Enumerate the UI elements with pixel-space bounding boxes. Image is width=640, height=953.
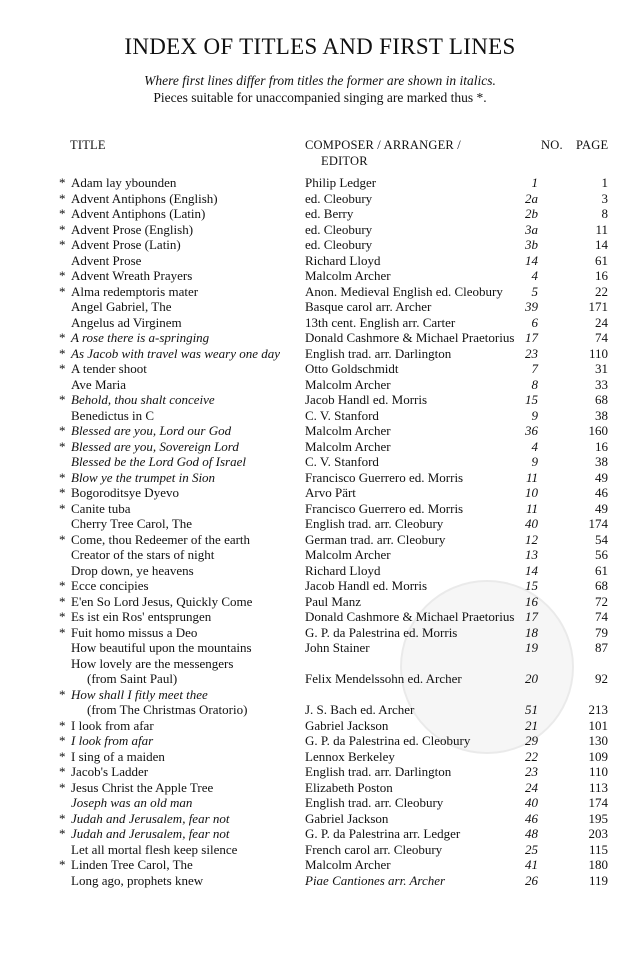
entry-page: 24: [595, 314, 608, 330]
entry-composer: English trad. arr. Darlington: [305, 345, 452, 361]
entry-title: Alma redemptoris mater: [71, 283, 199, 299]
entry-title: I look from afar: [71, 717, 154, 733]
entry-number: 39: [525, 299, 538, 314]
entry-title: I sing of a maiden: [71, 748, 165, 764]
index-row: [0, 222, 640, 238]
entry-title: A tender shoot: [71, 361, 147, 376]
index-row: [0, 191, 640, 207]
entry-title: Blessed are you, Sovereign Lord: [71, 438, 239, 454]
entry-title: I look from afar: [71, 733, 154, 748]
unaccompanied-marker: *: [59, 810, 66, 826]
entry-page: 72: [595, 593, 608, 609]
entry-number: 2a: [525, 190, 538, 206]
index-row: [0, 392, 640, 408]
entry-number: 40: [525, 795, 538, 810]
entry-number: 3b: [525, 237, 538, 252]
entry-title: Advent Prose: [71, 252, 142, 268]
entry-number: 16: [525, 593, 538, 609]
entry-title: Jacob's Ladder: [71, 764, 149, 779]
entry-composer: Malcolm Archer: [305, 268, 391, 283]
entry-title: Angelus ad Virginem: [71, 314, 182, 330]
unaccompanied-marker: *: [59, 423, 66, 438]
intro-line-2: Pieces suitable for unaccompanied singing are marked thus *.: [153, 90, 487, 105]
header-composer-line-2: EDITOR: [321, 154, 368, 168]
entry-number: 3a: [525, 221, 538, 237]
index-row: [0, 408, 640, 424]
entry-page: 33: [595, 376, 608, 392]
entry-title: Ave Maria: [71, 376, 126, 392]
entry-number: 18: [525, 624, 538, 640]
entry-composer: Lennox Berkeley: [305, 748, 395, 764]
index-row: [0, 268, 640, 284]
entry-composer: Jacob Handl ed. Morris: [305, 578, 428, 593]
entry-composer: John Stainer: [305, 640, 370, 655]
index-row: [0, 656, 640, 672]
entry-page: 174: [588, 795, 608, 810]
entry-number: 26: [525, 872, 538, 888]
entry-number: 25: [525, 841, 538, 857]
entry-title: How lovely are the messengers: [71, 655, 234, 671]
entry-composer: English trad. arr. Darlington: [305, 764, 452, 779]
index-row: [0, 687, 640, 703]
index-row: [0, 330, 640, 346]
entry-page: 171: [588, 299, 608, 314]
entry-number: 23: [525, 345, 538, 361]
header-title: TITLE: [70, 138, 106, 152]
entry-title: Advent Wreath Prayers: [71, 268, 193, 283]
entry-number: 9: [531, 407, 538, 423]
entry-title: (from Saint Paul): [87, 671, 178, 686]
entry-number: 11: [525, 469, 538, 485]
unaccompanied-marker: *: [59, 221, 66, 237]
entry-number: 19: [525, 640, 538, 655]
unaccompanied-marker: *: [59, 206, 66, 221]
entry-number: 6: [531, 314, 538, 330]
entry-composer: Francisco Guerrero ed. Morris: [305, 469, 464, 485]
entry-title: Judah and Jerusalem, fear not: [71, 810, 230, 826]
entry-composer: Malcolm Archer: [305, 547, 391, 562]
index-row: [0, 361, 640, 377]
entry-composer: 13th cent. English arr. Carter: [305, 314, 456, 330]
entry-composer: J. S. Bach ed. Archer: [305, 702, 415, 717]
entry-number: 17: [525, 609, 538, 624]
entry-title: Angel Gabriel, The: [71, 299, 172, 314]
entry-composer: G. P. da Palestrina ed. Morris: [305, 624, 458, 640]
entry-title: Linden Tree Carol, The: [71, 857, 193, 872]
entry-composer: ed. Cleobury: [305, 190, 373, 206]
entry-composer: Piae Cantiones arr. Archer: [305, 872, 446, 888]
entry-number: 8: [531, 376, 538, 392]
unaccompanied-marker: *: [59, 392, 66, 407]
entry-page: 49: [595, 469, 608, 485]
entry-page: 110: [588, 345, 608, 361]
entry-title: Es ist ein Ros' entsprungen: [71, 609, 212, 624]
entry-composer: English trad. arr. Cleobury: [305, 795, 444, 810]
unaccompanied-marker: *: [59, 283, 66, 299]
entry-page: 38: [595, 454, 608, 469]
unaccompanied-marker: *: [59, 748, 66, 764]
entry-composer: Donald Cashmore & Michael Praetorius: [305, 609, 515, 624]
entry-composer: ed. Cleobury: [305, 221, 373, 237]
entry-page: 11: [595, 221, 608, 237]
entry-title: Cherry Tree Carol, The: [71, 516, 193, 531]
unaccompanied-marker: *: [59, 345, 66, 361]
index-row: [0, 733, 640, 749]
index-row: [0, 423, 640, 439]
index-row: [0, 315, 640, 331]
entry-number: 21: [525, 717, 538, 733]
entry-title: Ecce concipies: [71, 578, 149, 593]
header-composer-line-1: COMPOSER / ARRANGER /: [305, 138, 461, 152]
entry-page: 56: [595, 547, 608, 562]
entry-title: Blow ye the trumpet in Sion: [71, 469, 216, 485]
entry-page: 87: [595, 640, 608, 655]
entry-number: 13: [525, 547, 538, 562]
index-row: [0, 764, 640, 780]
entry-page: 130: [588, 733, 608, 748]
entry-number: 2b: [525, 206, 538, 221]
index-row: [0, 547, 640, 563]
index-table: [0, 175, 640, 888]
index-row: [0, 780, 640, 796]
entry-number: 29: [525, 733, 538, 748]
unaccompanied-marker: *: [59, 361, 66, 376]
unaccompanied-marker: *: [59, 857, 66, 872]
entry-title: Advent Prose (Latin): [71, 237, 181, 252]
entry-page: 14: [595, 237, 608, 252]
index-row: [0, 485, 640, 501]
entry-composer: Basque carol arr. Archer: [305, 299, 432, 314]
entry-page: 92: [595, 671, 608, 686]
entry-page: 61: [595, 252, 608, 268]
unaccompanied-marker: *: [59, 686, 66, 702]
unaccompanied-marker: *: [59, 609, 66, 624]
unaccompanied-marker: *: [59, 175, 66, 190]
entry-title: How shall I fitly meet thee: [71, 686, 208, 702]
entry-page: 38: [595, 407, 608, 423]
entry-composer: Gabriel Jackson: [305, 810, 389, 826]
entry-title: Joseph was an old man: [71, 795, 193, 810]
entry-composer: G. P. da Palestrina ed. Cleobury: [305, 733, 471, 748]
entry-page: 203: [588, 826, 608, 841]
entry-number: 24: [525, 779, 538, 795]
entry-number: 40: [525, 516, 538, 531]
entry-number: 9: [531, 454, 538, 469]
entry-page: 16: [595, 438, 608, 454]
index-row: [0, 501, 640, 517]
entry-title: Blessed be the Lord God of Israel: [71, 454, 246, 469]
index-row: [0, 377, 640, 393]
header-page: PAGE: [576, 138, 609, 152]
entry-composer: G. P. da Palestrina arr. Ledger: [305, 826, 461, 841]
entry-title: Advent Antiphons (English): [71, 190, 218, 206]
header-composer: [305, 137, 461, 169]
unaccompanied-marker: *: [59, 469, 66, 485]
index-row: [0, 857, 640, 873]
entry-page: 22: [595, 283, 608, 299]
index-row: [0, 609, 640, 625]
entry-page: 115: [588, 841, 608, 857]
entry-number: 41: [525, 857, 538, 872]
entry-number: 1: [531, 175, 538, 190]
index-row: [0, 253, 640, 269]
entry-page: 3: [601, 190, 608, 206]
entry-number: 4: [531, 438, 538, 454]
index-row: [0, 454, 640, 470]
entry-title: Drop down, ye heavens: [71, 562, 194, 578]
entry-number: 23: [525, 764, 538, 779]
entry-composer: Francisco Guerrero ed. Morris: [305, 500, 464, 516]
entry-number: 14: [525, 562, 538, 578]
page-title: INDEX OF TITLES AND FIRST LINES: [124, 34, 516, 59]
entry-page: 1: [601, 175, 608, 190]
entry-number: 11: [525, 500, 538, 516]
index-row: [0, 625, 640, 641]
unaccompanied-marker: *: [59, 764, 66, 779]
entry-page: 101: [588, 717, 608, 733]
index-row: [0, 702, 640, 718]
unaccompanied-marker: *: [59, 826, 66, 841]
index-row: [0, 718, 640, 734]
entry-page: 180: [588, 857, 608, 872]
index-row: [0, 594, 640, 610]
entry-composer: Malcolm Archer: [305, 423, 391, 438]
entry-page: 8: [601, 206, 608, 221]
entry-page: 119: [588, 872, 608, 888]
entry-page: 16: [595, 268, 608, 283]
entry-title: Fuit homo missus a Deo: [71, 624, 198, 640]
entry-title: Advent Prose (English): [71, 221, 194, 237]
entry-composer: ed. Cleobury: [305, 237, 373, 252]
entry-composer: Richard Lloyd: [305, 252, 381, 268]
entry-title: Behold, thou shalt conceive: [71, 392, 215, 407]
entry-number: 5: [531, 283, 538, 299]
index-row: [0, 284, 640, 300]
entry-title: Let all mortal flesh keep silence: [71, 841, 238, 857]
entry-number: 15: [525, 578, 538, 593]
index-row: [0, 873, 640, 889]
entry-composer: Philip Ledger: [305, 175, 377, 190]
entry-composer: Malcolm Archer: [305, 857, 391, 872]
entry-number: 48: [525, 826, 538, 841]
unaccompanied-marker: *: [59, 237, 66, 252]
entry-page: 74: [595, 609, 608, 624]
entry-number: 14: [525, 252, 538, 268]
index-row: [0, 671, 640, 687]
index-row: [0, 563, 640, 579]
entry-number: 15: [525, 392, 538, 407]
entry-composer: Anon. Medieval English ed. Cleobury: [305, 283, 503, 299]
entry-number: 4: [531, 268, 538, 283]
entry-number: 22: [525, 748, 538, 764]
entry-composer: Donald Cashmore & Michael Praetorius: [305, 330, 515, 345]
entry-composer: Malcolm Archer: [305, 438, 391, 454]
entry-title: Blessed are you, Lord our God: [71, 423, 232, 438]
index-row: [0, 237, 640, 253]
index-row: [0, 578, 640, 594]
index-row: [0, 826, 640, 842]
entry-composer: Felix Mendelssohn ed. Archer: [305, 671, 462, 686]
index-row: [0, 811, 640, 827]
entry-title: Canite tuba: [71, 500, 131, 516]
unaccompanied-marker: *: [59, 500, 66, 516]
unaccompanied-marker: *: [59, 593, 66, 609]
entry-title: As Jacob with travel was weary one day: [71, 345, 281, 361]
entry-composer: Richard Lloyd: [305, 562, 381, 578]
index-row: [0, 749, 640, 765]
entry-composer: Malcolm Archer: [305, 376, 391, 392]
index-row: [0, 532, 640, 548]
unaccompanied-marker: *: [59, 268, 66, 283]
entry-composer: Paul Manz: [305, 593, 361, 609]
index-row: [0, 346, 640, 362]
entry-page: 61: [595, 562, 608, 578]
entry-title: E'en So Lord Jesus, Quickly Come: [71, 593, 253, 609]
entry-title: A rose there is a-springing: [71, 330, 210, 345]
entry-page: 49: [595, 500, 608, 516]
entry-number: 36: [525, 423, 538, 438]
index-row: [0, 640, 640, 656]
entry-composer: French carol arr. Cleobury: [305, 841, 443, 857]
index-row: [0, 206, 640, 222]
entry-page: 113: [588, 779, 608, 795]
entry-title: Come, thou Redeemer of the earth: [71, 531, 251, 547]
entry-number: 7: [531, 361, 538, 376]
entry-title: Creator of the stars of night: [71, 547, 215, 562]
entry-composer: Otto Goldschmidt: [305, 361, 399, 376]
entry-number: 20: [525, 671, 538, 686]
intro-line-1: Where first lines differ from titles the former are shown in italics.: [144, 73, 496, 88]
index-row: [0, 842, 640, 858]
unaccompanied-marker: *: [59, 438, 66, 454]
entry-page: 68: [595, 392, 608, 407]
entry-title: How beautiful upon the mountains: [71, 640, 252, 655]
unaccompanied-marker: *: [59, 531, 66, 547]
entry-page: 160: [588, 423, 608, 438]
entry-number: 46: [525, 810, 538, 826]
entry-composer: C. V. Stanford: [305, 407, 379, 423]
entry-title: Long ago, prophets knew: [71, 872, 204, 888]
entry-composer: C. V. Stanford: [305, 454, 379, 469]
entry-title: Advent Antiphons (Latin): [71, 206, 206, 221]
entry-title: (from The Christmas Oratorio): [87, 702, 248, 717]
unaccompanied-marker: *: [59, 485, 66, 500]
index-row: [0, 175, 640, 191]
entry-number: 17: [525, 330, 538, 345]
entry-composer: German trad. arr. Cleobury: [305, 531, 446, 547]
entry-page: 74: [595, 330, 608, 345]
entry-composer: Arvo Pärt: [305, 485, 356, 500]
entry-page: 68: [595, 578, 608, 593]
entry-page: 54: [595, 531, 608, 547]
entry-title: Adam lay ybounden: [71, 175, 177, 190]
header-no: NO.: [541, 138, 563, 152]
unaccompanied-marker: *: [59, 190, 66, 206]
intro-note: [0, 72, 640, 106]
entry-title: Bogoroditsye Dyevo: [71, 485, 179, 500]
entry-page: 213: [588, 702, 608, 717]
entry-page: 110: [588, 764, 608, 779]
entry-page: 79: [595, 624, 608, 640]
index-row: [0, 470, 640, 486]
entry-page: 46: [595, 485, 608, 500]
index-row: [0, 795, 640, 811]
entry-number: 51: [525, 702, 538, 717]
entry-composer: ed. Berry: [305, 206, 354, 221]
entry-number: 10: [525, 485, 538, 500]
unaccompanied-marker: *: [59, 779, 66, 795]
entry-number: 12: [525, 531, 538, 547]
unaccompanied-marker: *: [59, 717, 66, 733]
entry-page: 174: [588, 516, 608, 531]
unaccompanied-marker: *: [59, 624, 66, 640]
entry-page: 109: [588, 748, 608, 764]
entry-page: 31: [595, 361, 608, 376]
index-row: [0, 299, 640, 315]
unaccompanied-marker: *: [59, 733, 66, 748]
index-row: [0, 439, 640, 455]
entry-title: Judah and Jerusalem, fear not: [71, 826, 230, 841]
entry-composer: English trad. arr. Cleobury: [305, 516, 444, 531]
entry-composer: Gabriel Jackson: [305, 717, 389, 733]
entry-composer: Jacob Handl ed. Morris: [305, 392, 428, 407]
entry-title: Benedictus in C: [71, 407, 155, 423]
index-row: [0, 516, 640, 532]
entry-title: Jesus Christ the Apple Tree: [71, 779, 214, 795]
unaccompanied-marker: *: [59, 578, 66, 593]
entry-page: 195: [588, 810, 608, 826]
entry-composer: Elizabeth Poston: [305, 779, 393, 795]
unaccompanied-marker: *: [59, 330, 66, 345]
